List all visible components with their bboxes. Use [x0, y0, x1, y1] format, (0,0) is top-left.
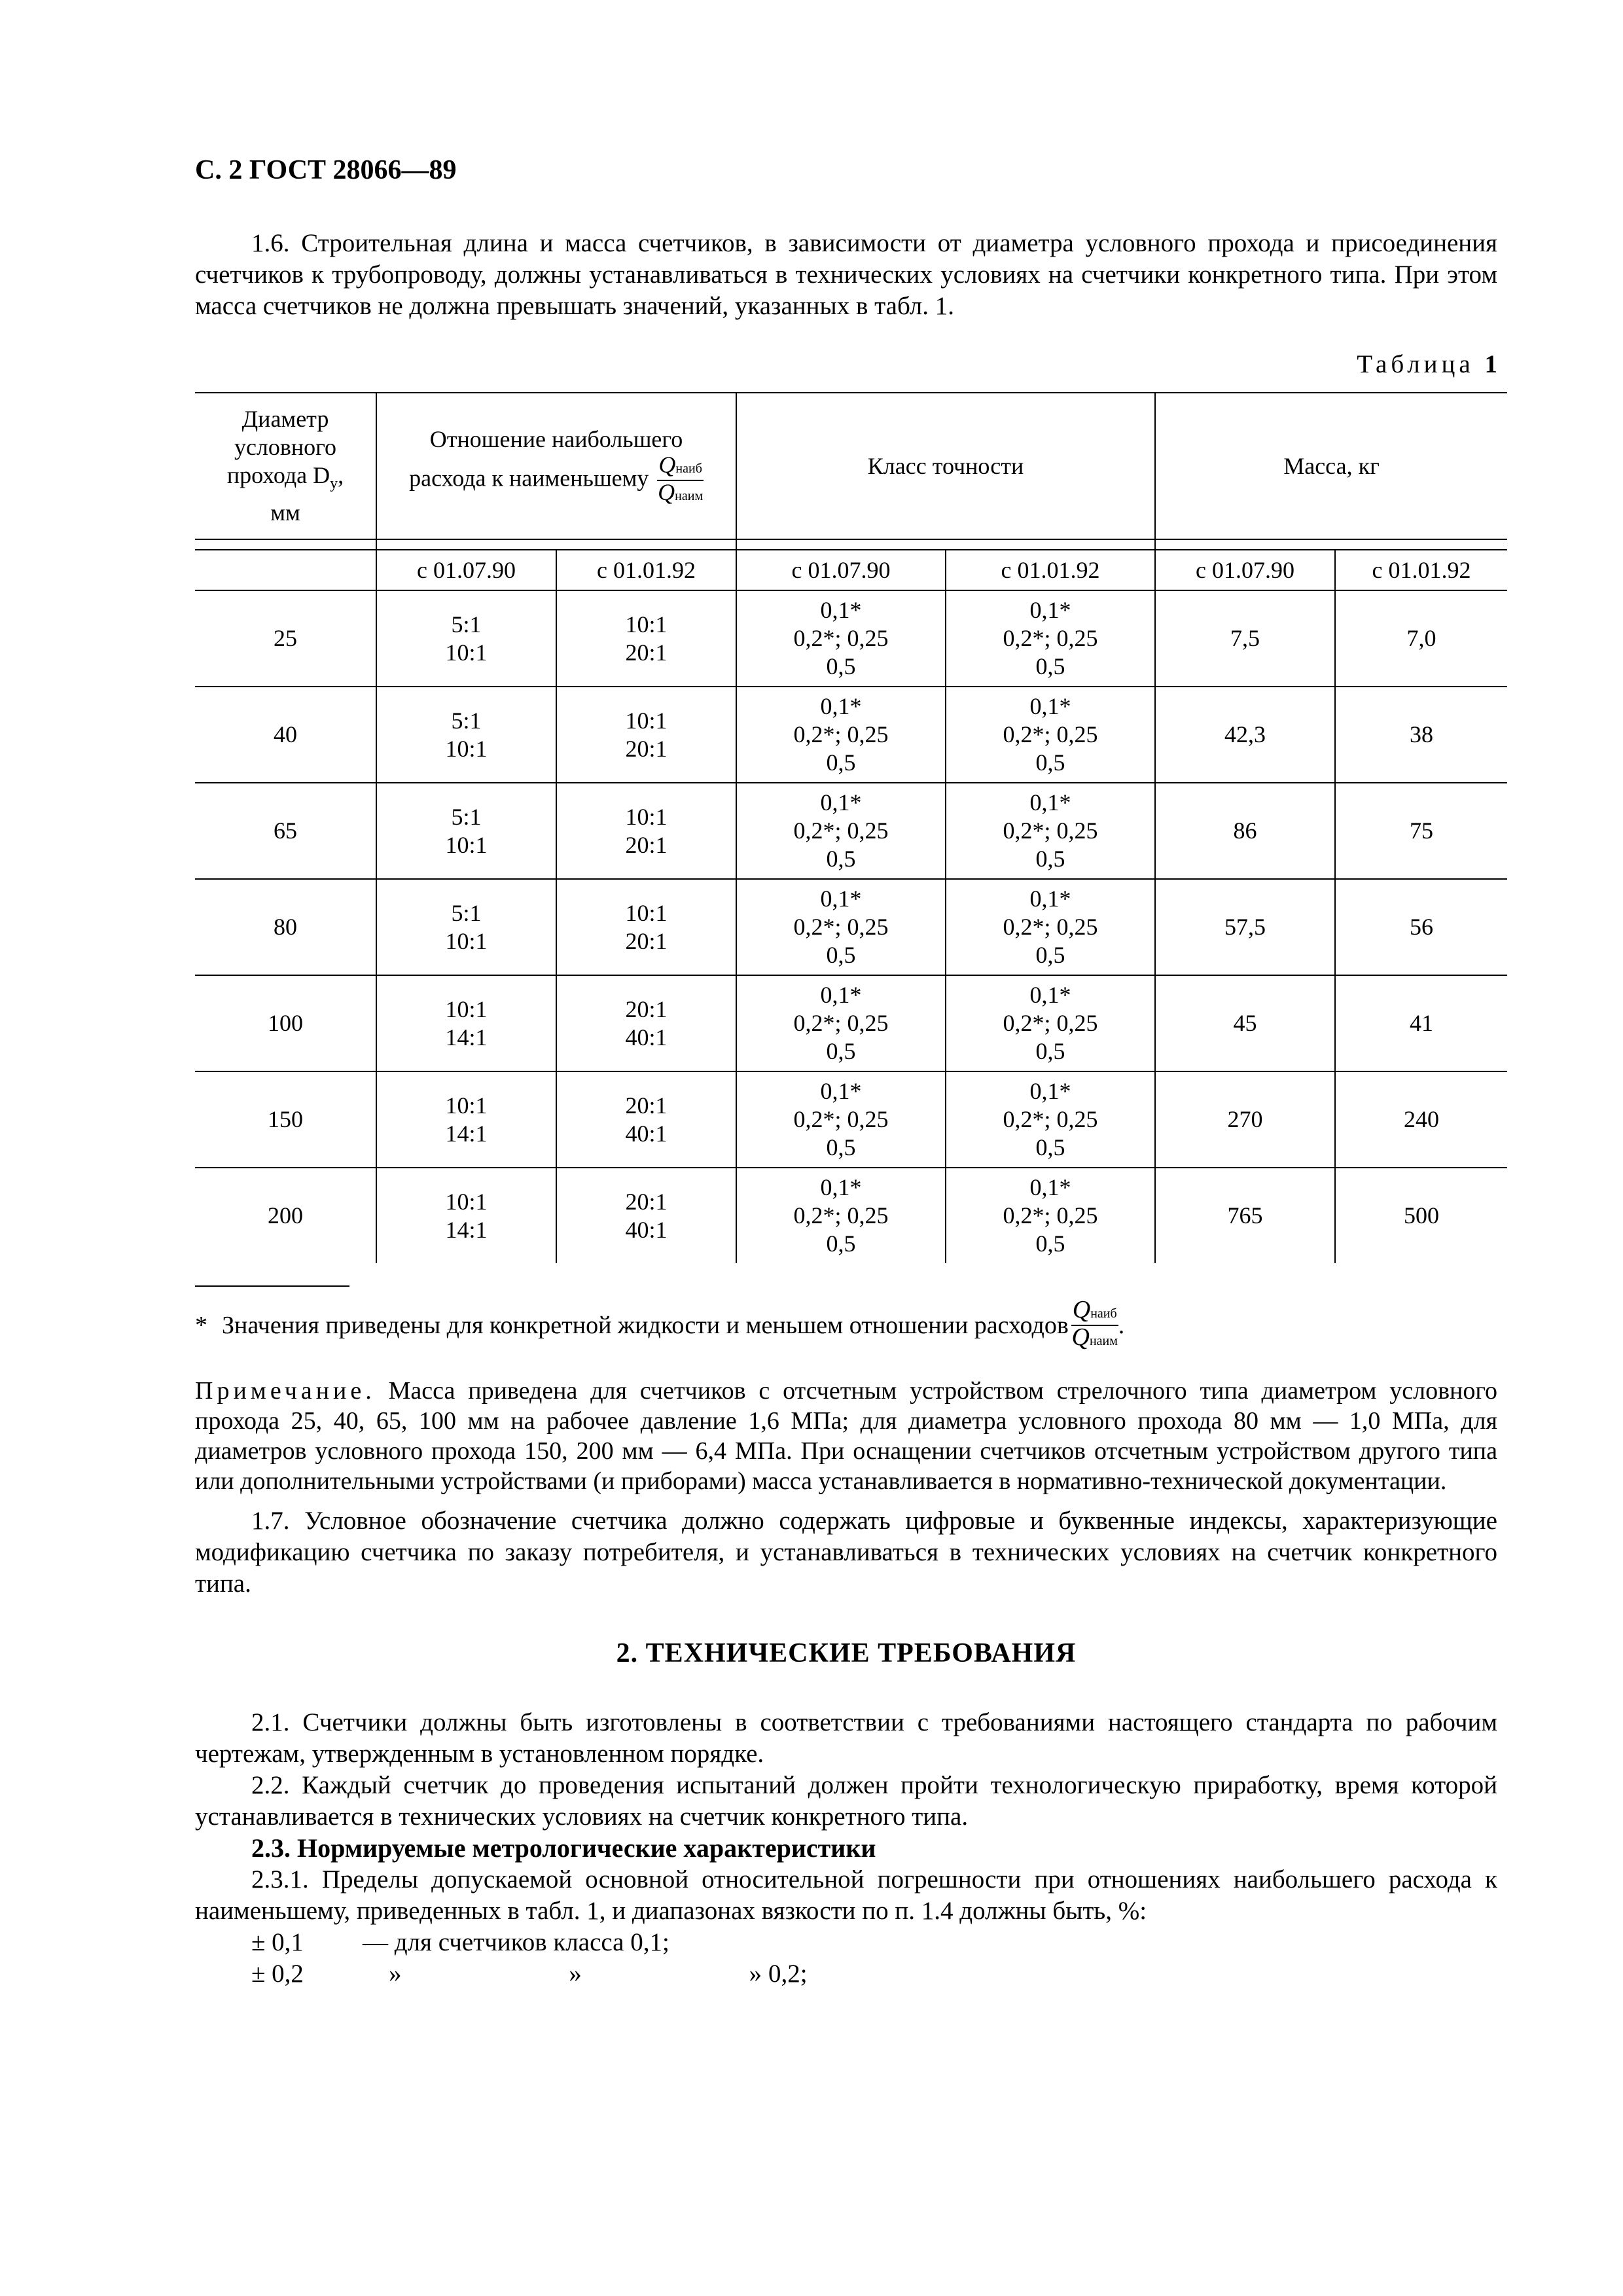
cell-mass-2: [1335, 687, 1507, 783]
header-class: Класс точности: [736, 393, 1155, 539]
footnote-end: .: [1118, 1312, 1125, 1339]
ratio-1-l1: 5:1: [451, 803, 482, 830]
cell-ratio-1: [376, 1168, 556, 1263]
date-ratio-1: с 01.07.90: [376, 550, 556, 590]
cell-ratio-1: [376, 687, 556, 783]
q-bottom: Q: [658, 478, 675, 505]
mass-2-value: 240: [1404, 1106, 1440, 1132]
limit-2-value: ± 0,2: [251, 1960, 304, 1988]
fn-q-bottom: Q: [1071, 1323, 1090, 1351]
class-2-l1: 0,1*: [1029, 982, 1071, 1008]
mass-2-value: 56: [1410, 914, 1434, 940]
q-top-sub: наиб: [675, 461, 702, 476]
cell-ratio-1: [376, 1071, 556, 1168]
ratio-2-l1: 20:1: [625, 996, 668, 1022]
class-2-l3: 0,5: [1035, 942, 1065, 968]
table-body: [195, 590, 1507, 1263]
cell-mass-2: [1335, 879, 1507, 975]
ratio-2-l2: 20:1: [625, 831, 668, 858]
note-label: Примечание.: [195, 1377, 376, 1405]
cell-class-2: [946, 783, 1155, 879]
cell-diameter: [195, 687, 376, 783]
class-1-l2: 0,2*; 0,25: [793, 1106, 889, 1132]
table-row: [195, 1168, 1507, 1263]
diameter-value: 200: [268, 1202, 303, 1229]
cell-ratio-2: [556, 687, 736, 783]
cell-ratio-1: [376, 590, 556, 687]
class-2-l3: 0,5: [1035, 846, 1065, 872]
class-2-l1: 0,1*: [1029, 789, 1071, 816]
header-ratio-l1: Отношение наибольшего: [429, 425, 683, 452]
q-top: Q: [658, 451, 676, 478]
class-1-l2: 0,2*; 0,25: [793, 817, 889, 844]
fn-q-top-sub: наиб: [1090, 1306, 1117, 1321]
dates-empty: [195, 550, 376, 590]
cell-class-1: [736, 1168, 946, 1263]
class-2-l2: 0,2*; 0,25: [1003, 721, 1098, 747]
class-2-l2: 0,2*; 0,25: [1003, 1106, 1098, 1132]
header-diameter: [195, 393, 376, 539]
class-2-l3: 0,5: [1035, 749, 1065, 776]
diameter-value: 65: [274, 817, 297, 844]
mass-1-value: 45: [1233, 1010, 1257, 1036]
diameter-value: 80: [274, 914, 297, 940]
ratio-2-l2: 20:1: [625, 927, 668, 954]
limit-row-1: [251, 1927, 1497, 1958]
limit-2-ditto-1: »: [389, 1960, 402, 1988]
ratio-2-l1: 10:1: [625, 803, 668, 830]
table-header-row: [195, 393, 1507, 539]
header-ratio-l2: расхода к наименьшему: [409, 464, 649, 491]
cell-ratio-1: [376, 783, 556, 879]
class-2-l3: 0,5: [1035, 1230, 1065, 1257]
cell-class-1: [736, 879, 946, 975]
cell-mass-1: [1155, 687, 1335, 783]
cell-class-1: [736, 687, 946, 783]
class-1-l3: 0,5: [826, 653, 856, 679]
ratio-1-l1: 5:1: [451, 611, 482, 637]
ratio-1-l1: 10:1: [445, 1092, 488, 1119]
ratio-2-l2: 20:1: [625, 639, 668, 666]
class-1-l3: 0,5: [826, 846, 856, 872]
header-diameter-l2: условного: [234, 434, 337, 461]
cell-mass-1: [1155, 783, 1335, 879]
limit-1-text: — для счетчиков класса 0,1;: [363, 1928, 669, 1956]
mass-2-value: 500: [1404, 1202, 1440, 1229]
cell-diameter: [195, 783, 376, 879]
mass-2-value: 75: [1410, 817, 1434, 844]
class-2-l2: 0,2*; 0,25: [1003, 1202, 1098, 1229]
header-ratio: [376, 393, 736, 539]
footnote-fraction: [1071, 1296, 1118, 1352]
ratio-1-l2: 10:1: [445, 735, 488, 762]
class-1-l2: 0,2*; 0,25: [793, 625, 889, 651]
class-2-l1: 0,1*: [1029, 886, 1071, 912]
cell-class-2: [946, 590, 1155, 687]
cell-class-1: [736, 1071, 946, 1168]
table-gap-row: [195, 539, 1507, 550]
mass-2-value: 7,0: [1406, 625, 1436, 651]
class-1-l3: 0,5: [826, 1230, 856, 1257]
limit-1-value: ± 0,1: [251, 1928, 304, 1956]
ratio-1-l2: 14:1: [445, 1120, 488, 1147]
class-1-l3: 0,5: [826, 1134, 856, 1160]
cell-mass-1: [1155, 590, 1335, 687]
mass-1-value: 86: [1233, 817, 1257, 844]
ratio-2-l2: 20:1: [625, 735, 668, 762]
ratio-1-l1: 5:1: [451, 707, 482, 734]
cell-mass-1: [1155, 975, 1335, 1071]
cell-class-1: [736, 590, 946, 687]
table-row: [195, 975, 1507, 1071]
header-diameter-comma: ,: [338, 462, 344, 489]
class-2-l2: 0,2*; 0,25: [1003, 1010, 1098, 1036]
fn-q-top: Q: [1072, 1296, 1091, 1323]
cell-ratio-1: [376, 879, 556, 975]
limit-2-ditto-2: »: [569, 1960, 582, 1988]
ratio-1-l2: 10:1: [445, 831, 488, 858]
class-1-l1: 0,1*: [820, 982, 862, 1008]
limits-list: [195, 1927, 1497, 1990]
footnote-star: *: [195, 1312, 207, 1339]
cell-ratio-2: [556, 1071, 736, 1168]
header-diameter-l4: мм: [270, 499, 300, 526]
limit-2-class: 0,2;: [768, 1960, 808, 1988]
table-row: [195, 590, 1507, 687]
q-ratio-fraction: [657, 451, 704, 507]
cell-diameter: [195, 590, 376, 687]
class-1-l3: 0,5: [826, 749, 856, 776]
class-1-l3: 0,5: [826, 1038, 856, 1064]
ratio-2-l2: 40:1: [625, 1120, 668, 1147]
ratio-1-l1: 5:1: [451, 899, 482, 926]
cell-mass-1: [1155, 879, 1335, 975]
footnote: [195, 1296, 1497, 1352]
class-2-l3: 0,5: [1035, 653, 1065, 679]
cell-mass-2: [1335, 1071, 1507, 1168]
ratio-2-l2: 40:1: [625, 1024, 668, 1050]
date-class-2: с 01.01.92: [946, 550, 1155, 590]
cell-class-2: [946, 1071, 1155, 1168]
class-1-l2: 0,2*; 0,25: [793, 1010, 889, 1036]
document-page: [195, 154, 1497, 1990]
table-dates-row: [195, 550, 1507, 590]
ratio-1-l2: 10:1: [445, 639, 488, 666]
class-1-l2: 0,2*; 0,25: [793, 914, 889, 940]
mass-1-value: 57,5: [1224, 914, 1266, 940]
cell-diameter: [195, 1071, 376, 1168]
class-1-l3: 0,5: [826, 942, 856, 968]
table-row: [195, 783, 1507, 879]
paragraph-2-3-1: 2.3.1. Пределы допускаемой основной относительной погрешности при отношениях наибольшего расхода к наименьшему, приведенных в табл. 1, и диапазонах вязкости по п. 1.4 должны быть, %:: [195, 1865, 1497, 1925]
cell-class-1: [736, 975, 946, 1071]
header-mass: Масса, кг: [1155, 393, 1507, 539]
class-2-l1: 0,1*: [1029, 693, 1071, 719]
paragraph-1-6: 1.6. Строительная длина и масса счетчиков, в зависимости от диаметра условного прохода и присоединения счетчиков к трубопроводу, должны устанавливаться в технических условиях на счетчики конкретного типа. При этом масса счетчиков не должна превышать значений, указанных в табл. 1.: [195, 229, 1497, 320]
ratio-1-l1: 10:1: [445, 996, 488, 1022]
class-2-l2: 0,2*; 0,25: [1003, 914, 1098, 940]
mass-1-value: 42,3: [1224, 721, 1266, 747]
class-1-l1: 0,1*: [820, 597, 862, 623]
fn-q-bottom-sub: наим: [1089, 1334, 1118, 1348]
ratio-2-l2: 40:1: [625, 1216, 668, 1243]
cell-ratio-1: [376, 975, 556, 1071]
diameter-value: 100: [268, 1010, 303, 1036]
paragraph-1-7: 1.7. Условное обозначение счетчика должно содержать цифровые и буквенные индексы, характеризующие модификацию счетчика по заказу потребителя, и устанавливаться в технических условиях на счетчик конкретного типа.: [195, 1507, 1497, 1598]
cell-diameter: [195, 1168, 376, 1263]
cell-mass-2: [1335, 1168, 1507, 1263]
cell-ratio-2: [556, 1168, 736, 1263]
cell-diameter: [195, 879, 376, 975]
table-note: [195, 1376, 1497, 1496]
header-diameter-sub: у: [330, 475, 338, 493]
class-1-l1: 0,1*: [820, 789, 862, 816]
diameter-value: 150: [268, 1106, 303, 1132]
cell-mass-2: [1335, 975, 1507, 1071]
cell-ratio-2: [556, 975, 736, 1071]
class-2-l3: 0,5: [1035, 1134, 1065, 1160]
date-mass-1: с 01.07.90: [1155, 550, 1335, 590]
footnote-rule: [195, 1285, 349, 1287]
header-diameter-l1: Диаметр: [241, 406, 329, 433]
ratio-1-l2: 14:1: [445, 1024, 488, 1050]
class-2-l1: 0,1*: [1029, 1174, 1071, 1200]
mass-2-value: 38: [1410, 721, 1434, 747]
cell-class-2: [946, 687, 1155, 783]
table-row: [195, 1071, 1507, 1168]
ratio-1-l2: 14:1: [445, 1216, 488, 1243]
class-2-l1: 0,1*: [1029, 1078, 1071, 1104]
class-1-l1: 0,1*: [820, 693, 862, 719]
ratio-2-l1: 20:1: [625, 1092, 668, 1119]
class-2-l2: 0,2*; 0,25: [1003, 817, 1098, 844]
cell-class-1: [736, 783, 946, 879]
table-caption-number: 1: [1484, 350, 1497, 378]
class-2-l2: 0,2*; 0,25: [1003, 625, 1098, 651]
ratio-2-l1: 20:1: [625, 1188, 668, 1215]
ratio-1-l2: 10:1: [445, 927, 488, 954]
footnote-text: Значения приведены для конкретной жидкости и меньшем отношении расходов: [222, 1312, 1069, 1339]
cell-class-2: [946, 1168, 1155, 1263]
cell-class-2: [946, 975, 1155, 1071]
ratio-2-l1: 10:1: [625, 899, 668, 926]
ratio-2-l1: 10:1: [625, 611, 668, 637]
cell-ratio-2: [556, 879, 736, 975]
class-2-l1: 0,1*: [1029, 597, 1071, 623]
header-diameter-l3: прохода D: [226, 462, 330, 489]
mass-1-value: 270: [1227, 1106, 1263, 1132]
table-row: [195, 879, 1507, 975]
cell-mass-2: [1335, 783, 1507, 879]
limit-row-2: [251, 1958, 1497, 1990]
class-1-l1: 0,1*: [820, 1078, 862, 1104]
diameter-value: 40: [274, 721, 297, 747]
class-1-l1: 0,1*: [820, 1174, 862, 1200]
paragraph-2-2: 2.2. Каждый счетчик до проведения испытаний должен пройти технологическую приработку, время которой устанавливается в технических условиях на счетчик конкретного типа.: [195, 1771, 1497, 1831]
cell-mass-2: [1335, 590, 1507, 687]
table-caption: [195, 350, 1497, 379]
heading-2-3: 2.3. Нормируемые метрологические характеристики: [251, 1833, 876, 1863]
note-text: Масса приведена для счетчиков с отсчетным устройством стрелочного типа диаметром условного прохода 25, 40, 65, 100 мм на рабочее давление 1,6 МПа; для диаметра условного прохода 80 мм — 1,0 МПа, для диаметров условного прохода 150, 200 мм — 6,4 МПа. При оснащении счетчиков отсчетным устройством другого типа или дополнительными устройствами (и приборами) масса устанавливается в нормативно-технической документации.: [195, 1377, 1498, 1495]
limit-2-ditto-3: »: [749, 1960, 762, 1988]
cell-ratio-2: [556, 590, 736, 687]
section-title: 2. ТЕХНИЧЕСКИЕ ТРЕБОВАНИЯ: [616, 1638, 1077, 1668]
date-mass-2: с 01.01.92: [1335, 550, 1507, 590]
class-1-l2: 0,2*; 0,25: [793, 1202, 889, 1229]
ratio-2-l1: 10:1: [625, 707, 668, 734]
cell-diameter: [195, 975, 376, 1071]
cell-class-2: [946, 879, 1155, 975]
cell-ratio-2: [556, 783, 736, 879]
diameter-value: 25: [274, 625, 297, 651]
cell-mass-1: [1155, 1168, 1335, 1263]
cell-mass-1: [1155, 1071, 1335, 1168]
page-header: С. 2 ГОСТ 28066—89: [195, 155, 457, 185]
class-2-l3: 0,5: [1035, 1038, 1065, 1064]
mass-2-value: 41: [1410, 1010, 1434, 1036]
class-1-l2: 0,2*; 0,25: [793, 721, 889, 747]
mass-table: [195, 392, 1507, 1263]
date-ratio-2: с 01.01.92: [556, 550, 736, 590]
table-row: [195, 687, 1507, 783]
paragraph-2-1: 2.1. Счетчики должны быть изготовлены в соответствии с требованиями настоящего стандарта по рабочим чертежам, утвержденным в установленном порядке.: [195, 1708, 1497, 1768]
date-class-1: с 01.07.90: [736, 550, 946, 590]
mass-1-value: 765: [1227, 1202, 1263, 1229]
q-bottom-sub: наим: [675, 488, 704, 503]
ratio-1-l1: 10:1: [445, 1188, 488, 1215]
table-caption-word: Таблица: [1357, 350, 1474, 378]
mass-1-value: 7,5: [1230, 625, 1260, 651]
class-1-l1: 0,1*: [820, 886, 862, 912]
